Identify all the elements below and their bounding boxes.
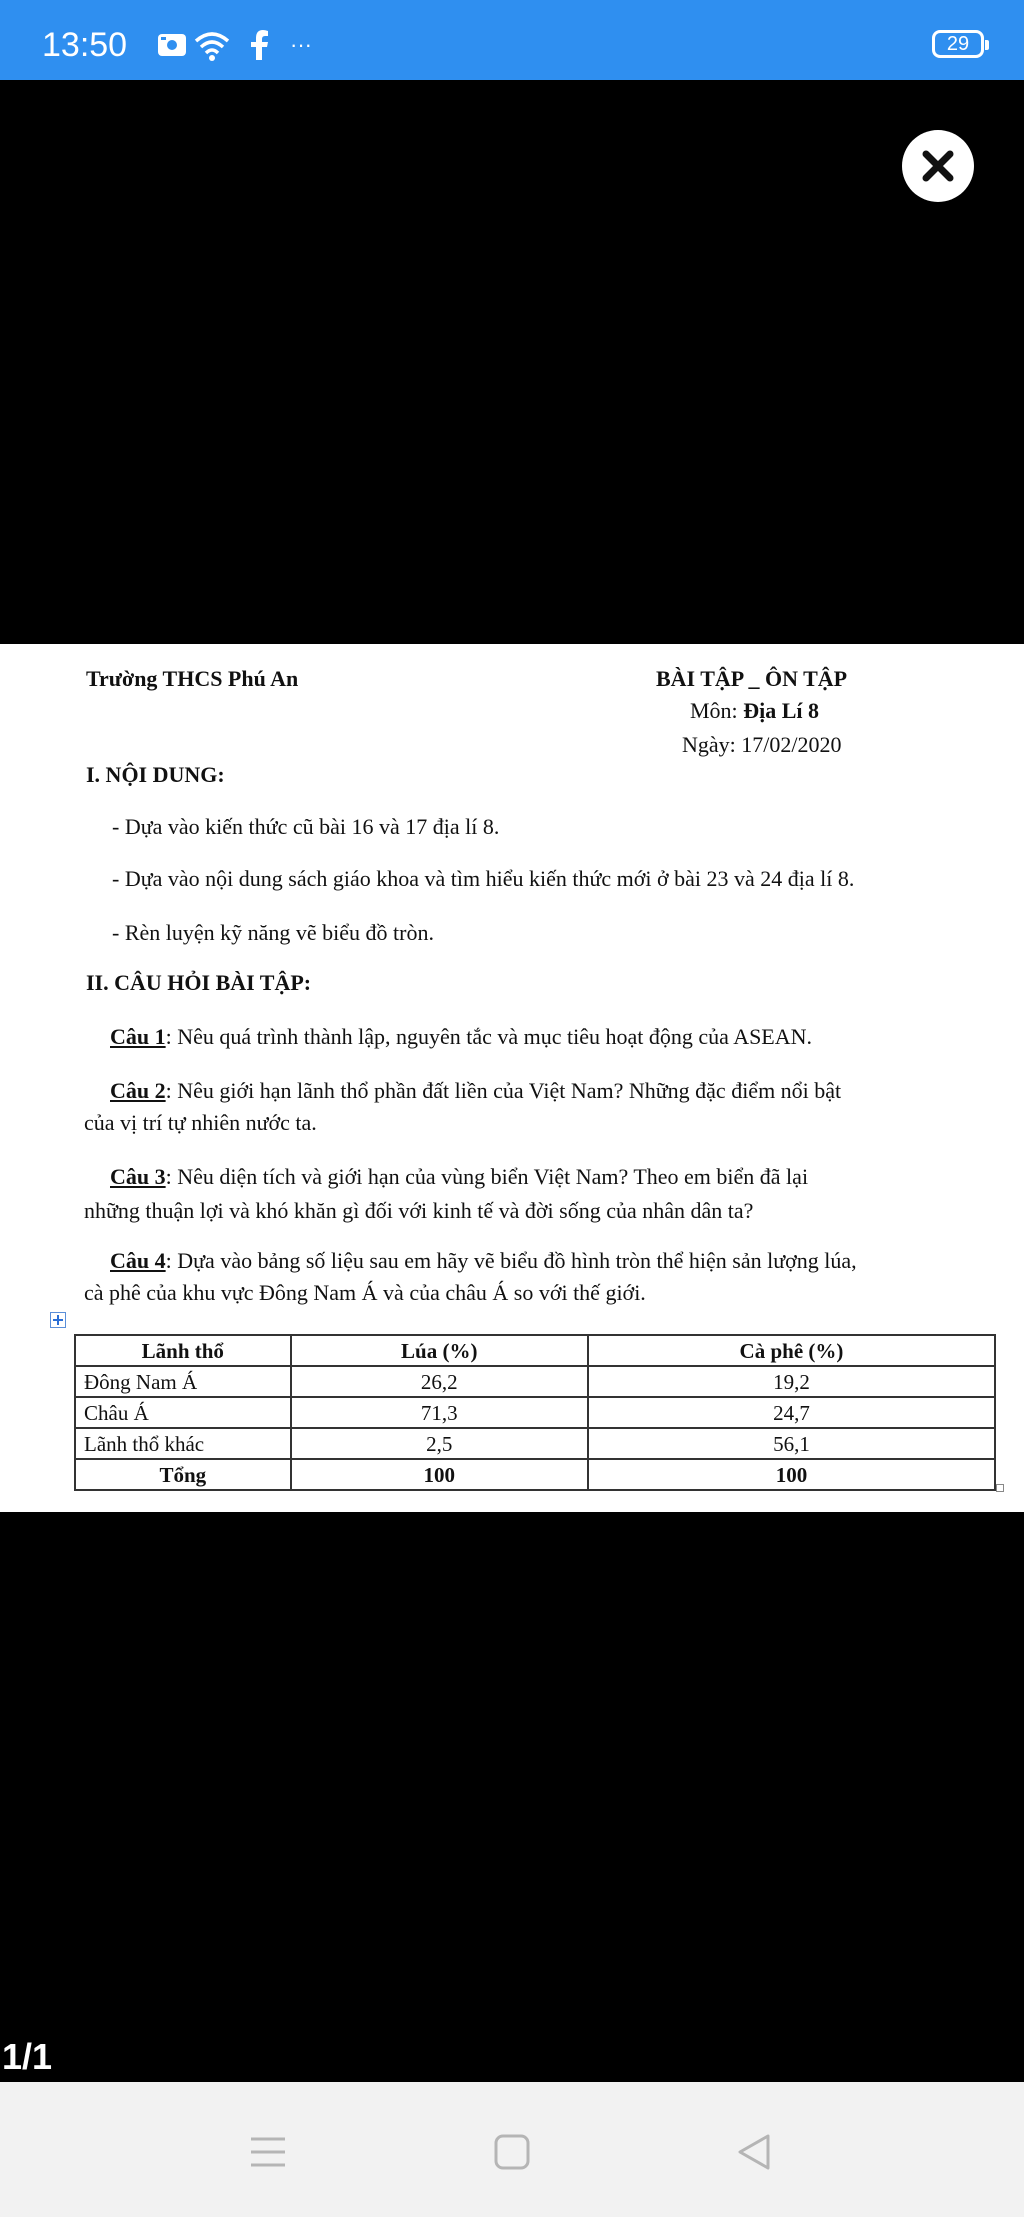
more-icon: ··· (290, 32, 312, 57)
question-3-cont: những thuận lợi và khó khăn gì đối với kinh tế và đời sống của nhân dân ta? (84, 1198, 754, 1223)
table-cell: Tổng (75, 1459, 291, 1490)
status-time: 13:50 (42, 26, 128, 64)
back-button[interactable] (724, 2122, 784, 2182)
table-cell: 19,2 (588, 1366, 995, 1397)
question-1 (110, 1024, 812, 1050)
battery-indicator: 29 (932, 30, 984, 58)
menu-icon (248, 2134, 288, 2170)
table-header: Lãnh thổ (75, 1335, 291, 1366)
question-text: : Nêu quá trình thành lập, nguyên tắc và mục tiêu hoạt động của ASEAN. (165, 1024, 813, 1049)
question-3 (110, 1164, 808, 1190)
photo-icon (158, 34, 186, 61)
status-bar (0, 0, 1024, 80)
navigation-bar (0, 2082, 1024, 2217)
question-4-cont: cà phê của khu vực Đông Nam Á và của châu Á so với thế giới. (84, 1280, 646, 1305)
section1-item: - Rèn luyện kỹ năng vẽ biểu đồ tròn. (112, 920, 434, 945)
document-date: Ngày: 17/02/2020 (682, 732, 842, 757)
home-icon (493, 2133, 531, 2171)
subject-label: Môn: (690, 698, 738, 723)
table-cell: 100 (291, 1459, 588, 1490)
close-button[interactable] (902, 130, 974, 202)
table-add-icon (50, 1312, 66, 1328)
question-4 (110, 1248, 857, 1274)
facebook-icon (246, 30, 272, 65)
document-title: BÀI TẬP _ ÔN TẬP (656, 666, 848, 691)
table-row (75, 1366, 995, 1397)
question-2-cont: của vị trí tự nhiên nước ta. (84, 1110, 317, 1135)
question-label: Câu 3 (110, 1164, 166, 1189)
back-icon (734, 2132, 774, 2172)
section1-item: - Dựa vào nội dung sách giáo khoa và tìm hiểu kiến thức mới ở bài 23 và 24 địa lí 8. (112, 866, 855, 891)
table-header: Cà phê (%) (588, 1335, 995, 1366)
table-header: Lúa (%) (291, 1335, 588, 1366)
table-cell: Đông Nam Á (75, 1366, 291, 1397)
table-cell: 2,5 (291, 1428, 588, 1459)
table-resize-handle (996, 1484, 1004, 1492)
table-cell: 71,3 (291, 1397, 588, 1428)
close-icon (921, 149, 955, 183)
home-button[interactable] (482, 2122, 542, 2182)
table-cell: 24,7 (588, 1397, 995, 1428)
section1-item: - Dựa vào kiến thức cũ bài 16 và 17 địa lí 8. (112, 814, 500, 839)
table-cell: 100 (588, 1459, 995, 1490)
document-image (0, 644, 1024, 1512)
page-indicator: 1/1 (2, 2036, 53, 2077)
question-2 (110, 1078, 841, 1104)
section1-heading: I. NỘI DUNG: (86, 762, 225, 787)
question-text: : Dựa vào bảng số liệu sau em hãy vẽ biểu đồ hình tròn thể hiện sản lượng lúa, (165, 1248, 857, 1273)
table-total-row (75, 1459, 995, 1490)
table-cell: 56,1 (588, 1428, 995, 1459)
question-text: : Nêu giới hạn lãnh thổ phần đất liền của Việt Nam? Những đặc điểm nổi bật (165, 1078, 842, 1103)
table-cell: Châu Á (75, 1397, 291, 1428)
table-cell: 26,2 (291, 1366, 588, 1397)
question-text: : Nêu diện tích và giới hạn của vùng biển Việt Nam? Theo em biển đã lại (165, 1164, 809, 1189)
question-label: Câu 1 (110, 1024, 166, 1049)
table-header-row (75, 1335, 995, 1366)
table-row (75, 1428, 995, 1459)
section2-heading: II. CÂU HỎI BÀI TẬP: (86, 970, 312, 995)
school-name: Trường THCS Phú An (86, 666, 299, 691)
menu-button[interactable] (238, 2122, 298, 2182)
table-row (75, 1397, 995, 1428)
wifi-icon (194, 30, 230, 67)
question-label: Câu 4 (110, 1248, 166, 1273)
subject-line (690, 698, 819, 724)
table-cell: Lãnh thổ khác (75, 1428, 291, 1459)
data-table (74, 1334, 996, 1491)
question-label: Câu 2 (110, 1078, 166, 1103)
subject-value: Địa Lí 8 (743, 698, 819, 723)
